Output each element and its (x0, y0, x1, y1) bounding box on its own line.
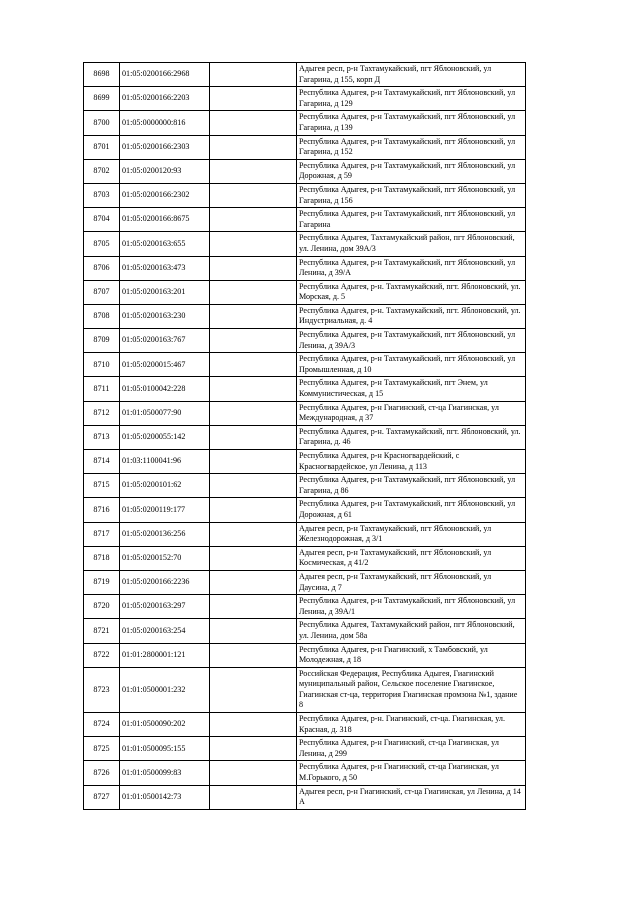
address-cell: Адыгея респ, р-н Тахтамукайский, пгт Яблоновский, ул Железнодорожная, д 3/1 (297, 522, 526, 546)
cadastral-number-cell: 01:01:0500077:90 (120, 401, 210, 425)
table-row (84, 401, 526, 425)
table-row (84, 595, 526, 619)
empty-cell (210, 87, 297, 111)
table-row (84, 425, 526, 449)
address-cell: Республика Адыгея, р-н Тахтамукайский, пгт Яблоновский, ул Дорожная, д 61 (297, 498, 526, 522)
row-number-cell: 8718 (84, 546, 120, 570)
empty-cell (210, 595, 297, 619)
empty-cell (210, 280, 297, 304)
row-number-cell: 8698 (84, 63, 120, 87)
cadastral-number-cell: 01:05:0200152:70 (120, 546, 210, 570)
empty-cell (210, 546, 297, 570)
cadastral-number-cell: 01:01:0500095:155 (120, 737, 210, 761)
address-cell: Республика Адыгея, р-н Гиагинский, х Тамбовский, ул Молодежная, д 18 (297, 643, 526, 667)
empty-cell (210, 159, 297, 183)
address-cell: Республика Адыгея, р-н Тахтамукайский, пгт Яблоновский, ул Гагарина, д 86 (297, 474, 526, 498)
address-cell: Республика Адыгея, Тахтамукайский район, пгт Яблоновский, ул. Ленина, дом 39А/3 (297, 232, 526, 256)
empty-cell (210, 63, 297, 87)
cadastral-number-cell: 01:05:0100042:228 (120, 377, 210, 401)
row-number-cell: 8724 (84, 713, 120, 737)
table-row (84, 643, 526, 667)
empty-cell (210, 785, 297, 809)
row-number-cell: 8706 (84, 256, 120, 280)
row-number-cell: 8709 (84, 329, 120, 353)
table-row (84, 159, 526, 183)
empty-cell (210, 619, 297, 643)
address-cell: Республика Адыгея, р-н. Тахтамукайский, пгт. Яблоновский, ул. Гагарина, д. 46 (297, 425, 526, 449)
cadastral-number-cell: 01:05:0200166:2303 (120, 135, 210, 159)
cadastral-number-cell: 01:05:0200101:62 (120, 474, 210, 498)
row-number-cell: 8726 (84, 761, 120, 785)
empty-cell (210, 498, 297, 522)
cadastral-number-cell: 01:05:0200055:142 (120, 425, 210, 449)
table-row (84, 546, 526, 570)
empty-cell (210, 304, 297, 328)
table-row (84, 498, 526, 522)
cadastral-number-cell: 01:05:0200163:254 (120, 619, 210, 643)
table-row (84, 667, 526, 712)
address-cell: Республика Адыгея, р-н Тахтамукайский, пгт Яблоновский, ул Промышленная, д 10 (297, 353, 526, 377)
cadastral-number-cell: 01:01:0500142:73 (120, 785, 210, 809)
cadastral-number-cell: 01:05:0200166:2302 (120, 183, 210, 207)
address-cell: Республика Адыгея, р-н Тахтамукайский, пгт Яблоновский, ул Гагарина, д 156 (297, 183, 526, 207)
row-number-cell: 8721 (84, 619, 120, 643)
table-row (84, 256, 526, 280)
cadastral-number-cell: 01:01:0500001:232 (120, 667, 210, 712)
table-row (84, 280, 526, 304)
empty-cell (210, 761, 297, 785)
table-row (84, 522, 526, 546)
empty-cell (210, 643, 297, 667)
row-number-cell: 8710 (84, 353, 120, 377)
address-cell: Республика Адыгея, р-н Тахтамукайский, пгт Яблоновский, ул Ленина, д 39/А (297, 256, 526, 280)
table-row (84, 111, 526, 135)
empty-cell (210, 425, 297, 449)
row-number-cell: 8723 (84, 667, 120, 712)
table-row (84, 304, 526, 328)
address-cell: Республика Адыгея, р-н Тахтамукайский, пгт Яблоновский, ул Ленина, д 39А/1 (297, 595, 526, 619)
table-row (84, 713, 526, 737)
row-number-cell: 8725 (84, 737, 120, 761)
row-number-cell: 8702 (84, 159, 120, 183)
row-number-cell: 8708 (84, 304, 120, 328)
table-row (84, 353, 526, 377)
cadastral-number-cell: 01:05:0200166:8675 (120, 208, 210, 232)
address-cell: Республика Адыгея, р-н Тахтамукайский, пгт Энем, ул Коммунистическая, д 15 (297, 377, 526, 401)
address-cell: Республика Адыгея, р-н Тахтамукайский, пгт Яблоновский, ул Гагарина (297, 208, 526, 232)
table-row (84, 737, 526, 761)
empty-cell (210, 474, 297, 498)
row-number-cell: 8714 (84, 450, 120, 474)
address-cell: Адыгея респ, р-н Тахтамукайский, пгт Яблоновский, ул Даусина, д 7 (297, 570, 526, 594)
table-row (84, 232, 526, 256)
table-row (84, 450, 526, 474)
cadastral-number-cell: 01:05:0200163:297 (120, 595, 210, 619)
empty-cell (210, 450, 297, 474)
row-number-cell: 8719 (84, 570, 120, 594)
row-number-cell: 8700 (84, 111, 120, 135)
cadastral-number-cell: 01:05:0200163:201 (120, 280, 210, 304)
table-row (84, 761, 526, 785)
address-cell: Российская Федерация, Республика Адыгея, Гиагинский муниципальный район, Сельское поселение Гиагинское, Гиагинская ст-ца, территория Гиагинская промзона №1, здание 8 (297, 667, 526, 712)
cadastral-number-cell: 01:05:0200163:473 (120, 256, 210, 280)
row-number-cell: 8716 (84, 498, 120, 522)
cadastral-number-cell: 01:05:0200166:2968 (120, 63, 210, 87)
row-number-cell: 8720 (84, 595, 120, 619)
cadastral-number-cell: 01:05:0200163:230 (120, 304, 210, 328)
table-row (84, 377, 526, 401)
empty-cell (210, 111, 297, 135)
address-cell: Республика Адыгея, р-н Тахтамукайский, пгт Яблоновский, ул Ленина, д 39А/3 (297, 329, 526, 353)
row-number-cell: 8727 (84, 785, 120, 809)
row-number-cell: 8703 (84, 183, 120, 207)
table-row (84, 619, 526, 643)
table-row (84, 570, 526, 594)
row-number-cell: 8701 (84, 135, 120, 159)
cadastral-number-cell: 01:01:0500090:202 (120, 713, 210, 737)
cadastral-number-cell: 01:05:0200136:256 (120, 522, 210, 546)
address-cell: Республика Адыгея, Тахтамукайский район, пгт Яблоновский, ул. Ленина, дом 58а (297, 619, 526, 643)
address-cell: Республика Адыгея, р-н Красногвардейский, с Красногвардейское, ул Ленина, д 113 (297, 450, 526, 474)
row-number-cell: 8715 (84, 474, 120, 498)
cadastral-number-cell: 01:05:0000000:816 (120, 111, 210, 135)
table-row (84, 135, 526, 159)
empty-cell (210, 183, 297, 207)
cadastral-number-cell: 01:05:0200015:467 (120, 353, 210, 377)
table-row (84, 785, 526, 809)
cadastral-number-cell: 01:05:0200163:655 (120, 232, 210, 256)
cadastral-number-cell: 01:03:1100041:96 (120, 450, 210, 474)
empty-cell (210, 353, 297, 377)
empty-cell (210, 377, 297, 401)
address-cell: Республика Адыгея, р-н Гиагинский, ст-ца Гиагинская, ул Ленина, д 299 (297, 737, 526, 761)
row-number-cell: 8712 (84, 401, 120, 425)
address-cell: Республика Адыгея, р-н Тахтамукайский, пгт Яблоновский, ул Дорожная, д 59 (297, 159, 526, 183)
empty-cell (210, 737, 297, 761)
row-number-cell: 8704 (84, 208, 120, 232)
empty-cell (210, 570, 297, 594)
property-registry-table (83, 62, 526, 810)
address-cell: Республика Адыгея, р-н Тахтамукайский, пгт Яблоновский, ул Гагарина, д 152 (297, 135, 526, 159)
row-number-cell: 8722 (84, 643, 120, 667)
table-body (84, 63, 526, 810)
cadastral-number-cell: 01:05:0200166:2203 (120, 87, 210, 111)
empty-cell (210, 208, 297, 232)
empty-cell (210, 232, 297, 256)
row-number-cell: 8705 (84, 232, 120, 256)
empty-cell (210, 401, 297, 425)
empty-cell (210, 667, 297, 712)
table-row (84, 87, 526, 111)
address-cell: Адыгея респ, р-н Тахтамукайский, пгт Яблоновский, ул Гагарина, д 155, корп Д (297, 63, 526, 87)
empty-cell (210, 522, 297, 546)
row-number-cell: 8713 (84, 425, 120, 449)
empty-cell (210, 713, 297, 737)
address-cell: Республика Адыгея, р-н. Тахтамукайский, пгт. Яблоновский, ул. Индустриальная, д. 4 (297, 304, 526, 328)
table-row (84, 474, 526, 498)
table-row (84, 208, 526, 232)
cadastral-number-cell: 01:05:0200166:2236 (120, 570, 210, 594)
empty-cell (210, 329, 297, 353)
cadastral-number-cell: 01:01:2800001:121 (120, 643, 210, 667)
empty-cell (210, 256, 297, 280)
cadastral-number-cell: 01:05:0200163:767 (120, 329, 210, 353)
row-number-cell: 8699 (84, 87, 120, 111)
row-number-cell: 8717 (84, 522, 120, 546)
table-row (84, 63, 526, 87)
address-cell: Республика Адыгея, р-н. Тахтамукайский, пгт. Яблоновский, ул. Морская, д. 5 (297, 280, 526, 304)
table-row (84, 183, 526, 207)
cadastral-number-cell: 01:05:0200119:177 (120, 498, 210, 522)
row-number-cell: 8711 (84, 377, 120, 401)
row-number-cell: 8707 (84, 280, 120, 304)
address-cell: Республика Адыгея, р-н. Гиагинский, ст-ца. Гиагинская, ул. Красная, д. 318 (297, 713, 526, 737)
address-cell: Республика Адыгея, р-н Тахтамукайский, пгт Яблоновский, ул Гагарина, д 129 (297, 87, 526, 111)
address-cell: Адыгея респ, р-н Тахтамукайский, пгт Яблоновский, ул Космическая, д 41/2 (297, 546, 526, 570)
address-cell: Республика Адыгея, р-н Гиагинский, ст-ца Гиагинская, ул Международная, д 37 (297, 401, 526, 425)
cadastral-number-cell: 01:05:0200120:93 (120, 159, 210, 183)
cadastral-number-cell: 01:01:0500099:83 (120, 761, 210, 785)
table-row (84, 329, 526, 353)
address-cell: Республика Адыгея, р-н Тахтамукайский, пгт Яблоновский, ул Гагарина, д 139 (297, 111, 526, 135)
address-cell: Республика Адыгея, р-н Гиагинский, ст-ца Гиагинская, ул М.Горького, д 50 (297, 761, 526, 785)
empty-cell (210, 135, 297, 159)
address-cell: Адыгея респ, р-н Гиагинский, ст-ца Гиагинская, ул Ленина, д 14 А (297, 785, 526, 809)
